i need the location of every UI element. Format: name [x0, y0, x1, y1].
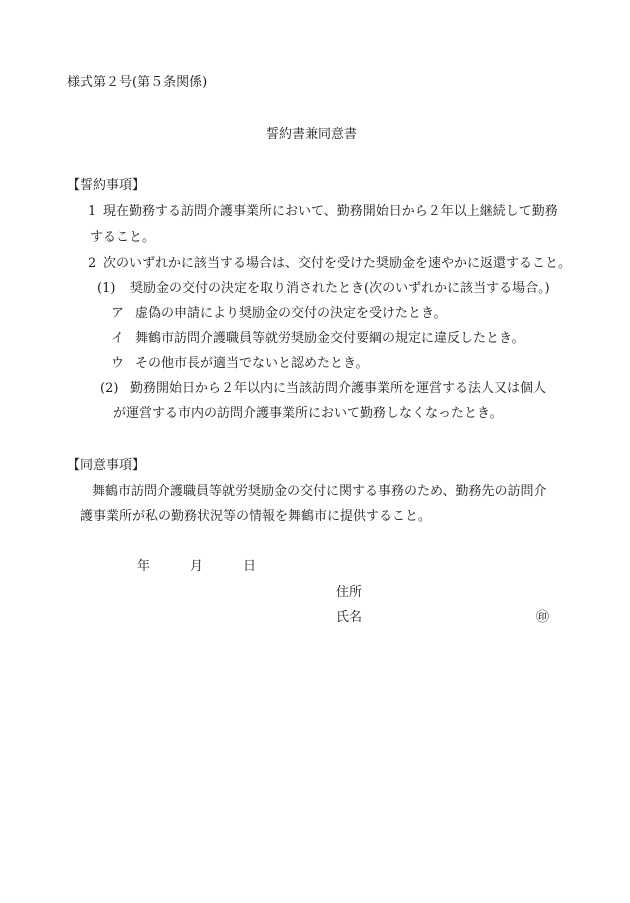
pledge-item-1-text-cont: すること。: [90, 230, 156, 245]
seal-mark: ㊞: [536, 610, 550, 625]
consent-text-cont: 護事業所が私の勤務状況等の情報を舞鶴市に提供すること。: [80, 509, 432, 524]
address-label: 住所: [336, 585, 363, 600]
date-day-label: 日: [243, 559, 257, 574]
pledge-sub-2-number: (2): [100, 381, 119, 396]
pledge-sub-1-i-text: 舞鶴市訪問介護職員等就労奨励金交付要綱の規定に違反したとき。: [135, 331, 525, 346]
pledge-heading: 【誓約事項】: [67, 178, 146, 193]
consent-text: 舞鶴市訪問介護職員等就労奨励金の交付に関する事務のため、勤務先の訪問介: [92, 484, 547, 499]
pledge-sub-2-text: 勤務開始日から２年以内に当該訪問介護事業所を運営する法人又は個人: [130, 381, 547, 396]
pledge-sub-2-text-cont: が運営する市内の訪問介護事業所において勤務しなくなったとき。: [113, 406, 503, 421]
pledge-sub-1-i-label: イ: [111, 331, 125, 346]
name-label: 氏名: [336, 610, 363, 625]
date-month-label: 月: [190, 559, 204, 574]
pledge-sub-1-number: (1): [97, 281, 116, 296]
pledge-item-1-number: 1: [88, 204, 97, 219]
document-title: 誓約書兼同意書: [266, 127, 358, 142]
pledge-item-1-text: 現在勤務する訪問介護事業所において、勤務開始日から２年以上継続して勤務: [103, 204, 558, 219]
pledge-sub-1-text: 奨励金の交付の決定を取り消されたとき(次のいずれかに該当する場合。): [130, 281, 550, 296]
pledge-sub-1-a-label: ア: [111, 306, 125, 321]
pledge-sub-1-u-text: その他市長が適当でないと認めたとき。: [135, 356, 369, 371]
pledge-sub-1-u-label: ウ: [111, 356, 125, 371]
pledge-sub-1-a-text: 虚偽の申請により奨励金の交付の決定を受けたとき。: [135, 306, 447, 321]
date-year-label: 年: [137, 559, 151, 574]
pledge-item-2-number: 2: [88, 256, 97, 271]
consent-heading: 【同意事項】: [67, 458, 146, 473]
pledge-item-2-text: 次のいずれかに該当する場合は、交付を受けた奨励金を速やかに返還すること。: [103, 256, 572, 271]
form-number: 様式第２号(第５条関係): [67, 75, 208, 90]
